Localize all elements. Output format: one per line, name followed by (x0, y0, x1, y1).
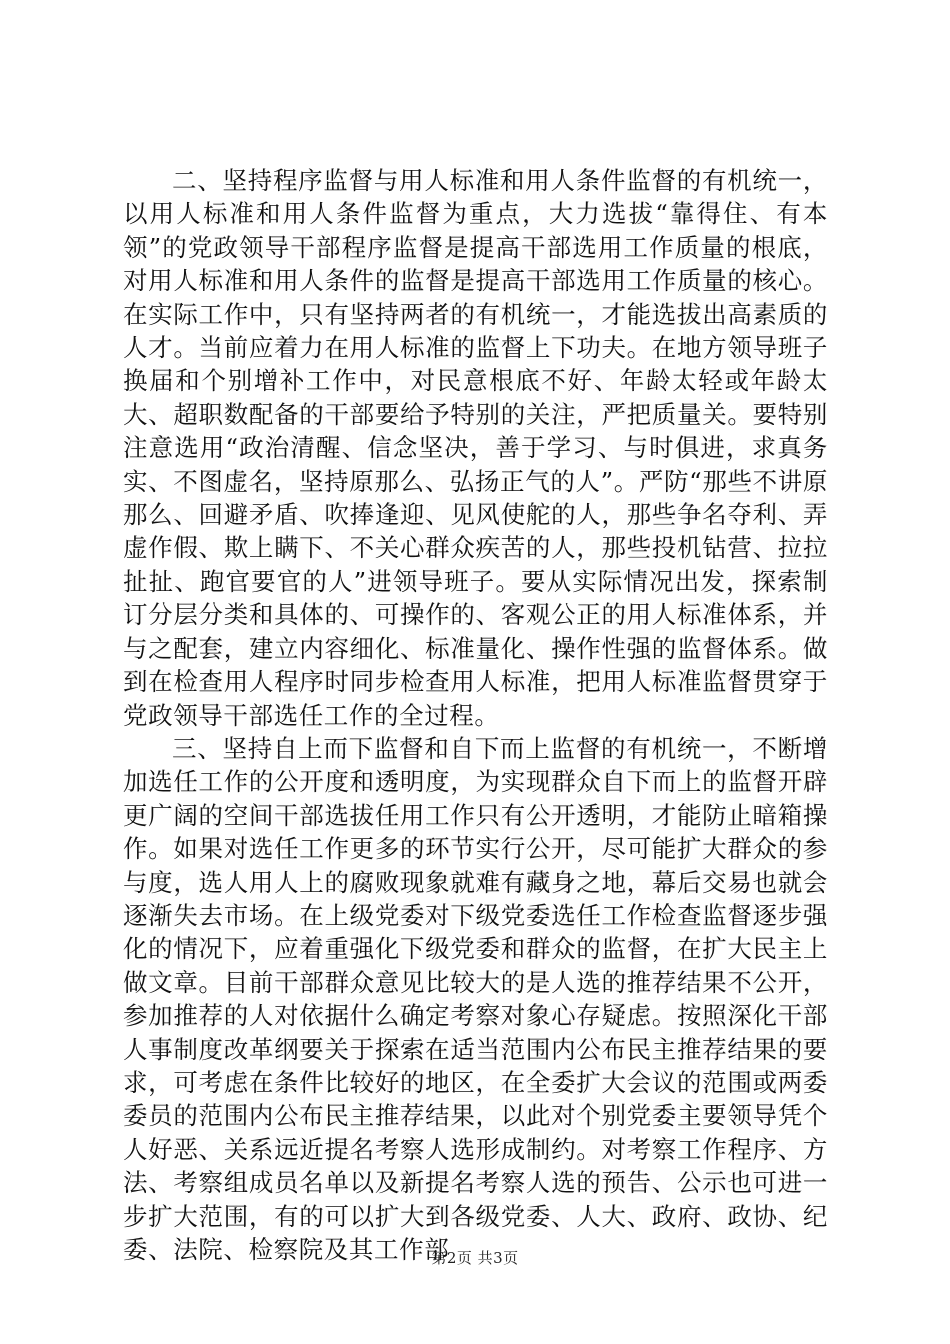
paragraph-section-three: 三、坚持自上而下监督和自下而上监督的有机统一，不断增加选任工作的公开度和透明度，为实现群众自下而上的监督开辟更广阔的空间干部选拔任用工作只有公开透明，才能防止暗箱操作。如果对选任工作更多的环节实行公开，尽可能扩大群众的参与度，选人用人上的腐败现象就难有藏身之地，幕后交易也就会逐渐失去市场。在上级党委对下级党委选任工作检查监督逐步强化的情况下，应着重强化下级党委和群众的监督，在扩大民主上做文章。目前干部群众意见比较大的是人选的推荐结果不公开，参加推荐的人对依据什么确定考察对象心存疑虑。按照深化干部人事制度改革纲要关于探索在适当范围内公布民主推荐结果的要求，可考虑在条件比较好的地区，在全委扩大会议的范围或两委委员的范围内公布民主推荐结果，以此对个别党委主要领导凭个人好恶、关系远近提名考察人选形成制约。对考察工作程序、方法、考察组成员名单以及新提名考察人选的预告、公示也可进一步扩大范围，有的可以扩大到各级党委、人大、政府、政协、纪委、法院、检察院及其工作部 (123, 733, 828, 1264)
document-body (123, 164, 828, 1266)
page-number-footer: 第2页 共3页 (431, 1249, 519, 1267)
paragraph-section-two: 二、坚持程序监督与用人标准和用人条件监督的有机统一，以用人标准和用人条件监督为重点，大力选拔“靠得住、有本领”的党政领导干部程序监督是提高干部选用工作质量的根底，对用人标准和用人条件的监督是提高干部选用工作质量的核心。在实际工作中，只有坚持两者的有机统一，才能选拔出高素质的人才。当前应着力在用人标准的监督上下功夫。在地方领导班子换届和个别增补工作中，对民意根底不好、年龄太轻或年龄太大、超职数配备的干部要给予特别的关注，严把质量关。要特别注意选用“政治清醒、信念坚决，善于学习、与时俱进，求真务实、不图虚名，坚持原那么、弘扬正气的人”。严防“那些不讲原那么、回避矛盾、吹捧逢迎、见风使舵的人，那些争名夺利、弄虚作假、欺上瞒下、不关心群众疾苦的人，那些投机钻营、拉拉扯扯、跑官要官的人”进领导班子。要从实际情况出发，探索制订分层分类和具体的、可操作的、客观公正的用人标准体系，并与之配套，建立内容细化、标准量化、操作性强的监督体系。做到在检查用人程序时同步检查用人标准，把用人标准监督贯穿于党政领导干部选任工作的全过程。 (123, 166, 828, 730)
